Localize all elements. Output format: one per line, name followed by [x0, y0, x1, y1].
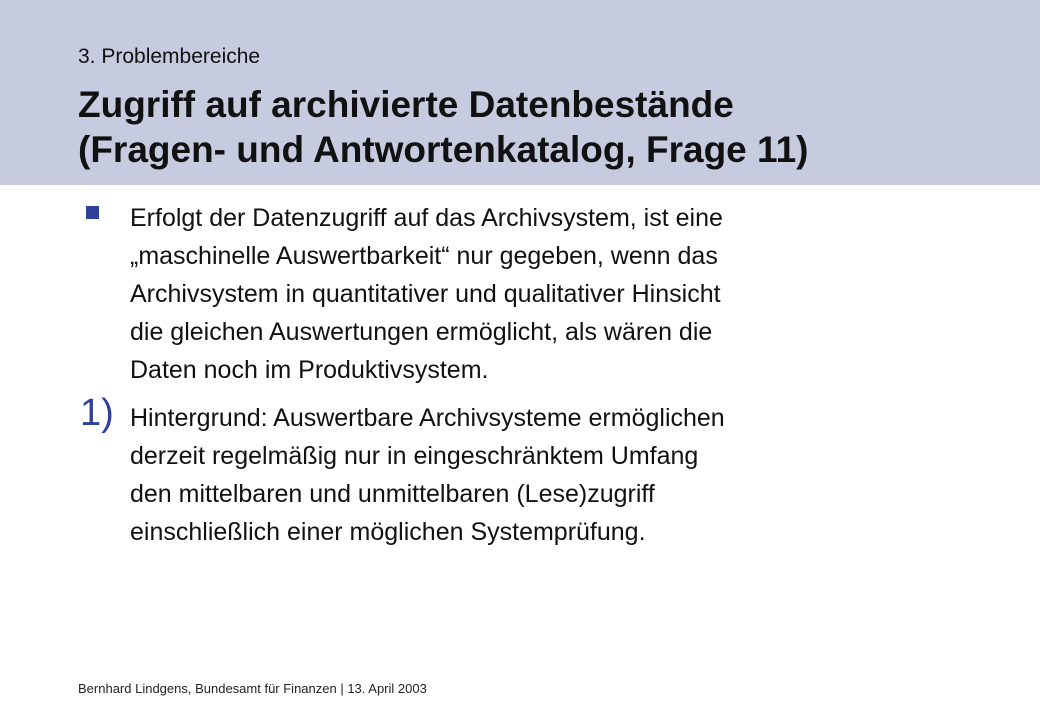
footnote-marker: 1) — [80, 392, 114, 434]
bullet-line: Archivsystem in quantitativer und qualitativer Hinsicht — [130, 280, 721, 308]
bullet-line: Daten noch im Produktivsystem. — [130, 356, 489, 384]
bullet-paragraph-1 — [130, 199, 723, 389]
slide-title-line-2: (Fragen- und Antwortenkatalog, Frage 11) — [78, 129, 809, 170]
paragraph-line: derzeit regelmäßig nur in eingeschränktem Umfang — [130, 442, 699, 470]
square-bullet-icon — [86, 206, 99, 219]
background-paragraph — [130, 399, 725, 551]
bullet-line: Erfolgt der Datenzugriff auf das Archivsystem, ist eine — [130, 204, 723, 232]
bullet-line: die gleichen Auswertungen ermöglicht, als wären die — [130, 318, 713, 346]
paragraph-line: den mittelbaren und unmittelbaren (Lese)zugriff — [130, 480, 655, 508]
slide-title-line-1: Zugriff auf archivierte Datenbestände — [78, 84, 734, 125]
section-label: 3. Problembereiche — [78, 45, 261, 68]
paragraph-line: einschließlich einer möglichen Systemprüfung. — [130, 518, 646, 546]
footer-text: Bernhard Lindgens, Bundesamt für Finanzen | 13. April 2003 — [78, 681, 427, 696]
header-band — [0, 0, 1040, 185]
slide-title — [78, 82, 808, 172]
paragraph-line: Hintergrund: Auswertbare Archivsysteme ermöglichen — [130, 404, 725, 432]
bullet-line: „maschinelle Auswertbarkeit“ nur gegeben, wenn das — [130, 242, 718, 270]
